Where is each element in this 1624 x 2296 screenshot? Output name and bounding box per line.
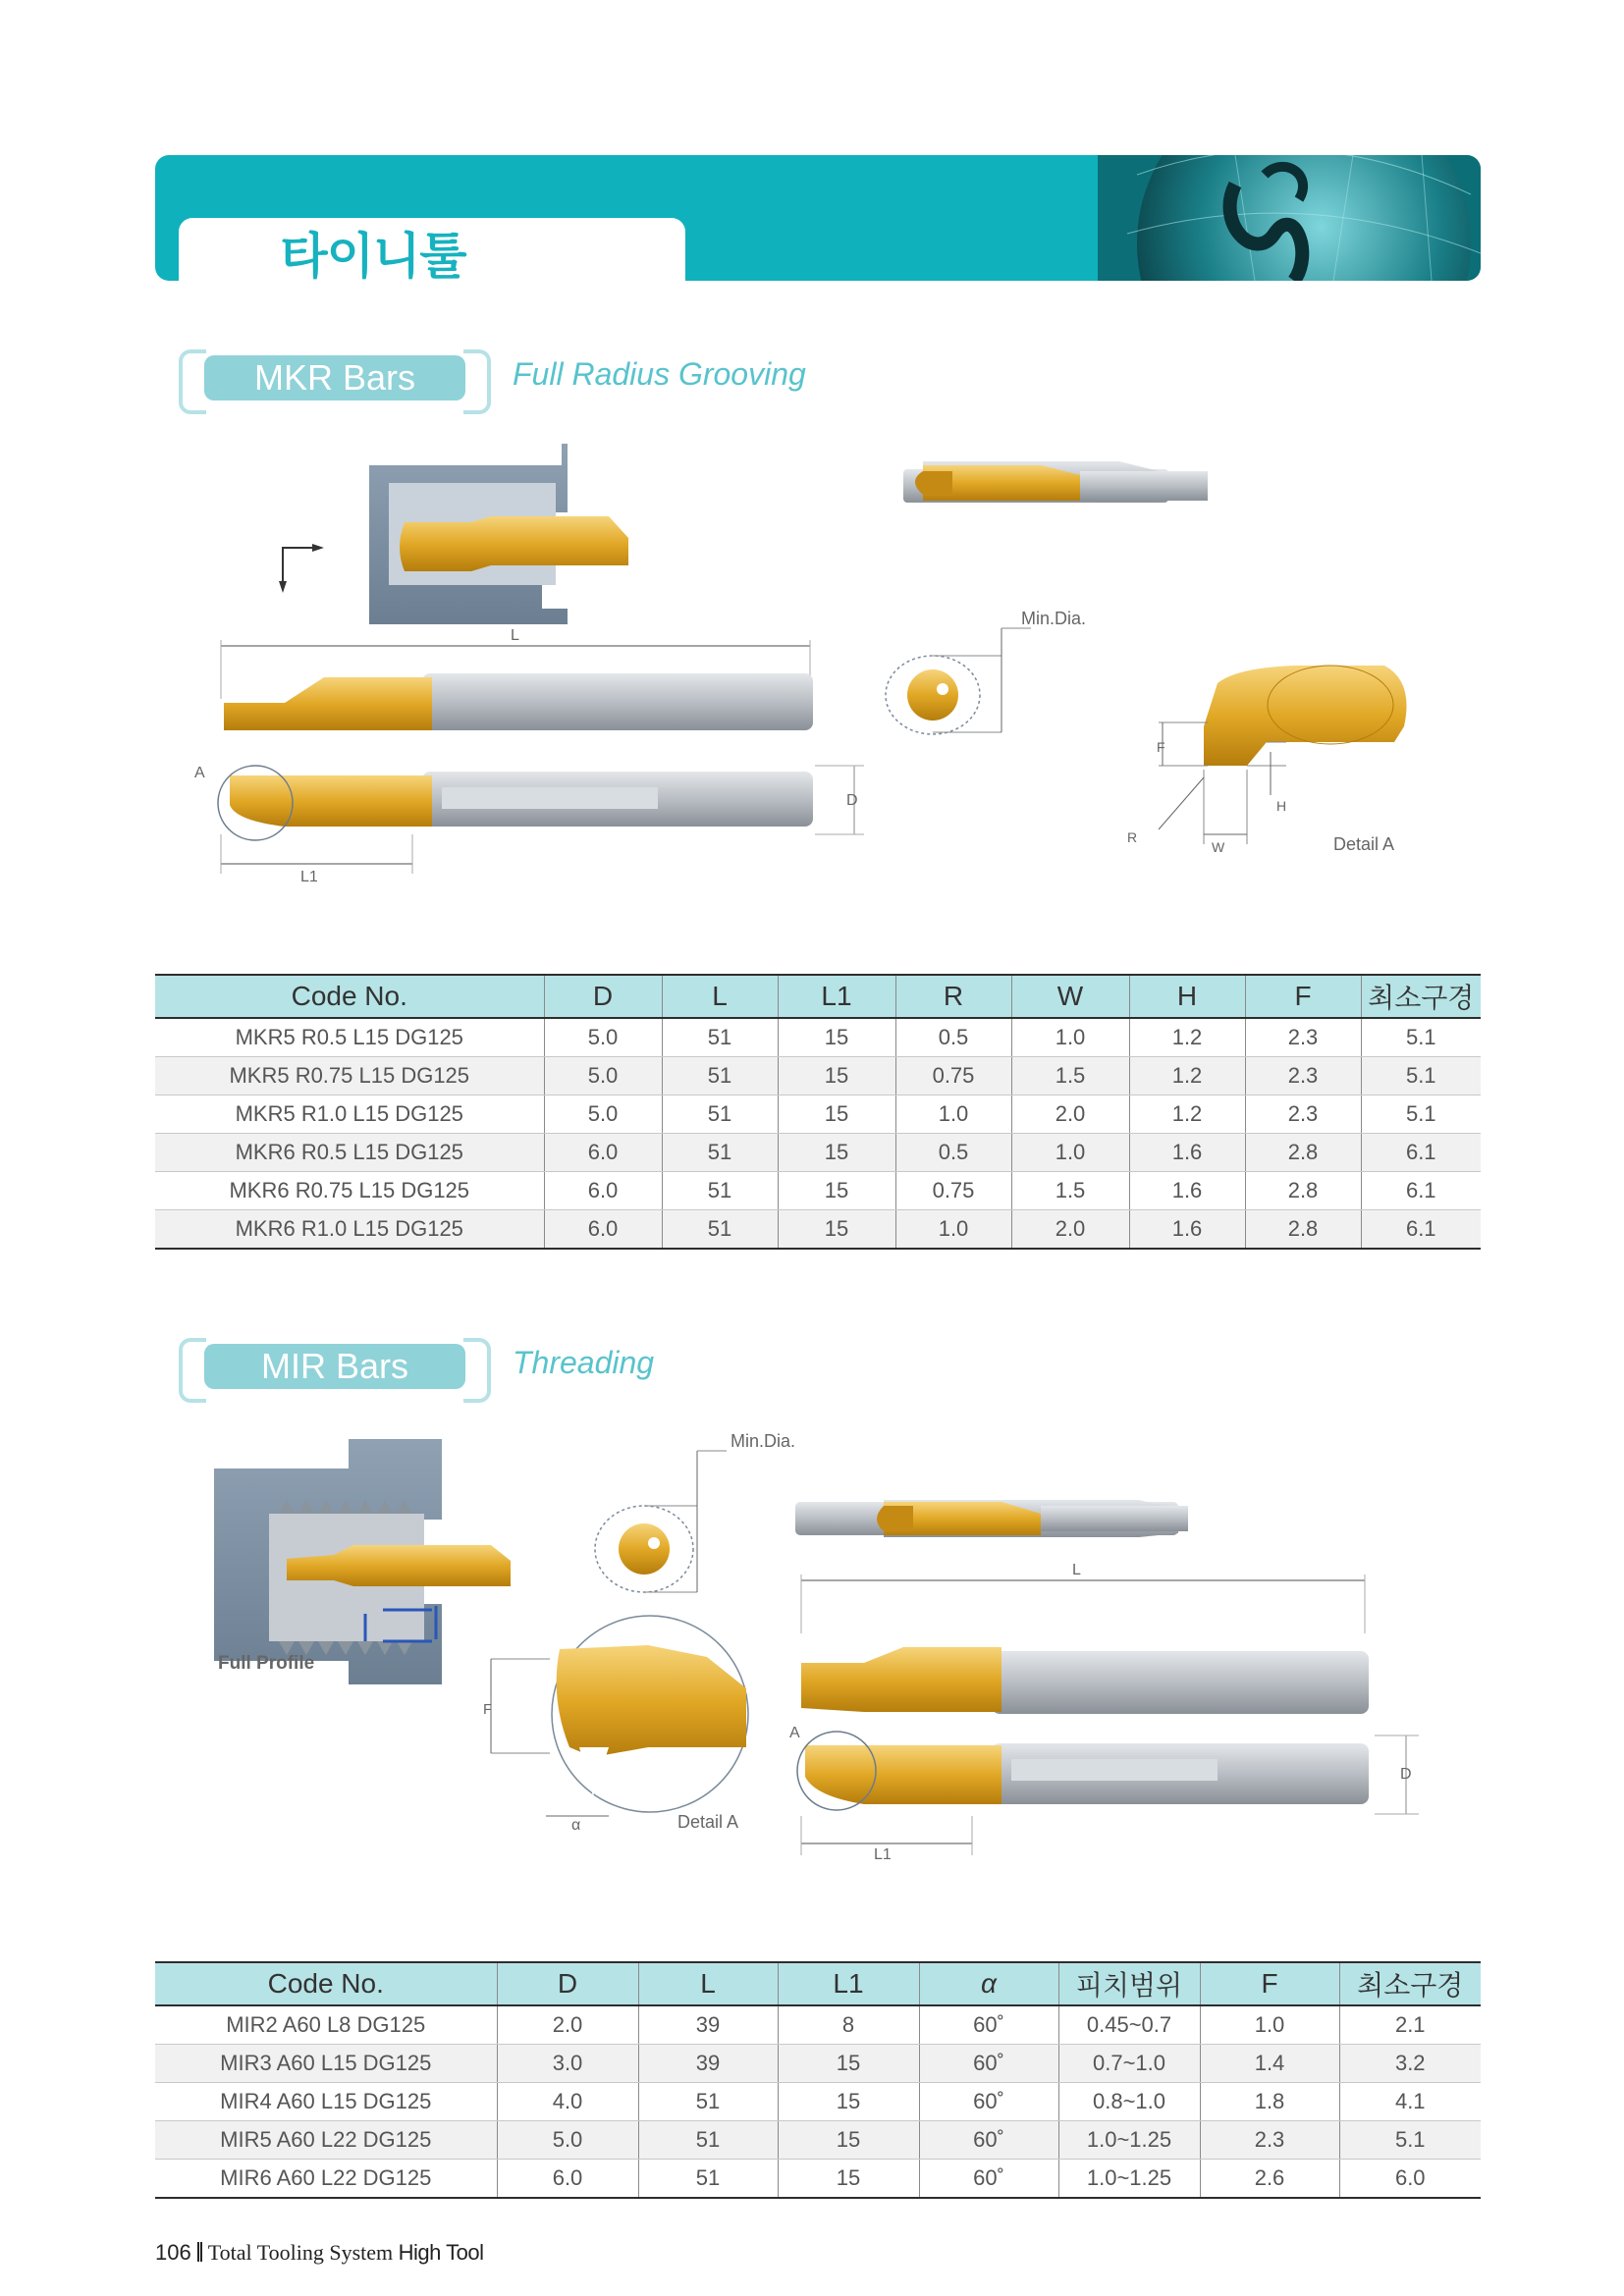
table-row <box>155 1057 1481 1095</box>
value-cell: 1.0 <box>1011 1134 1129 1172</box>
page-title: 타이니툴 <box>280 228 466 285</box>
value-cell: 1.0~1.25 <box>1058 2160 1200 2199</box>
value-cell: 5.0 <box>497 2121 638 2160</box>
value-cell: 1.4 <box>1200 2045 1339 2083</box>
value-cell: 0.8~1.0 <box>1058 2083 1200 2121</box>
value-cell: 5.0 <box>544 1095 662 1134</box>
tool-view-top <box>903 461 1208 503</box>
value-cell: 5.1 <box>1361 1057 1481 1095</box>
value-cell: 1.2 <box>1129 1057 1245 1095</box>
value-cell: 6.0 <box>1339 2160 1481 2199</box>
section-subtitle-mir: Threading <box>513 1345 655 1380</box>
column-header: 최소구경 <box>1339 1962 1481 2005</box>
value-cell: 2.3 <box>1245 1018 1361 1057</box>
section-title-mir: MIR Bars <box>204 1344 465 1389</box>
value-cell: 1.5 <box>1011 1057 1129 1095</box>
value-cell: 51 <box>638 2083 778 2121</box>
mir-spec-table <box>155 1961 1481 2199</box>
value-cell: 2.6 <box>1200 2160 1339 2199</box>
value-cell: 5.1 <box>1361 1018 1481 1057</box>
value-cell: 51 <box>662 1095 778 1134</box>
value-cell: 1.8 <box>1200 2083 1339 2121</box>
mir-tool-side <box>801 1562 1369 1714</box>
value-cell: 6.0 <box>544 1210 662 1250</box>
value-cell: 0.45~0.7 <box>1058 2005 1200 2045</box>
mir-diagram <box>196 1423 1473 1885</box>
table-header-row <box>155 975 1481 1018</box>
value-cell: 15 <box>778 1018 895 1057</box>
table-row <box>155 2005 1481 2045</box>
value-cell: 51 <box>638 2121 778 2160</box>
column-header: Code No. <box>155 975 544 1018</box>
code-cell: MIR6 A60 L22 DG125 <box>155 2160 497 2199</box>
value-cell: 2.8 <box>1245 1210 1361 1250</box>
mkr-spec-table <box>155 974 1481 1250</box>
value-cell: 2.3 <box>1245 1057 1361 1095</box>
value-cell: 15 <box>778 1134 895 1172</box>
value-cell: 3.0 <box>497 2045 638 2083</box>
value-cell: 6.0 <box>544 1172 662 1210</box>
detail-a-mkr <box>1127 666 1407 855</box>
value-cell: 1.0 <box>1200 2005 1339 2045</box>
code-cell: MKR6 R1.0 L15 DG125 <box>155 1210 544 1250</box>
value-cell: 15 <box>778 2045 919 2083</box>
mir-min-dia-view <box>595 1431 795 1592</box>
value-cell: 1.2 <box>1129 1018 1245 1057</box>
value-cell: 3.2 <box>1339 2045 1481 2083</box>
section-pill-mir <box>179 1338 491 1395</box>
value-cell: 15 <box>778 1172 895 1210</box>
value-cell: 60˚ <box>919 2045 1058 2083</box>
value-cell: 1.0 <box>895 1095 1011 1134</box>
tool-view-lower <box>194 765 864 885</box>
value-cell: 5.0 <box>544 1018 662 1057</box>
label-F: F <box>1157 739 1165 755</box>
column-header: F <box>1200 1962 1339 2005</box>
value-cell: 15 <box>778 1057 895 1095</box>
column-header: Code No. <box>155 1962 497 2005</box>
value-cell: 1.6 <box>1129 1210 1245 1250</box>
column-header: L <box>662 975 778 1018</box>
dim-label-L1-mir: L1 <box>874 1846 892 1863</box>
detail-a-mir <box>483 1616 748 1834</box>
column-header: L1 <box>778 975 895 1018</box>
value-cell: 2.1 <box>1339 2005 1481 2045</box>
section-title-mkr: MKR Bars <box>204 355 465 400</box>
value-cell: 6.1 <box>1361 1172 1481 1210</box>
value-cell: 51 <box>662 1018 778 1057</box>
dim-label-D-mir: D <box>1400 1766 1412 1783</box>
table-row <box>155 1134 1481 1172</box>
table-row <box>155 1095 1481 1134</box>
code-cell: MKR6 R0.5 L15 DG125 <box>155 1134 544 1172</box>
table-row <box>155 1172 1481 1210</box>
table-row <box>155 2083 1481 2121</box>
code-cell: MIR4 A60 L15 DG125 <box>155 2083 497 2121</box>
value-cell: 51 <box>638 2160 778 2199</box>
value-cell: 1.0 <box>1011 1018 1129 1057</box>
value-cell: 2.0 <box>497 2005 638 2045</box>
column-header: 최소구경 <box>1361 975 1481 1018</box>
mir-tool-lower <box>789 1725 1419 1863</box>
label-F-mir: F <box>483 1701 493 1718</box>
code-cell: MKR6 R0.75 L15 DG125 <box>155 1172 544 1210</box>
value-cell: 39 <box>638 2005 778 2045</box>
label-A-mir: A <box>789 1725 800 1741</box>
value-cell: 39 <box>638 2045 778 2083</box>
table-row <box>155 1210 1481 1250</box>
value-cell: 15 <box>778 1210 895 1250</box>
value-cell: 0.5 <box>895 1018 1011 1057</box>
value-cell: 5.1 <box>1361 1095 1481 1134</box>
column-header: 피치범위 <box>1058 1962 1200 2005</box>
code-cell: MIR5 A60 L22 DG125 <box>155 2121 497 2160</box>
label-R: R <box>1127 829 1138 845</box>
page-footer <box>155 2240 483 2266</box>
dim-label-L-mir: L <box>1072 1562 1081 1578</box>
value-cell: 51 <box>662 1210 778 1250</box>
value-cell: 15 <box>778 2121 919 2160</box>
code-cell: MKR5 R0.5 L15 DG125 <box>155 1018 544 1057</box>
value-cell: 15 <box>778 2083 919 2121</box>
value-cell: 1.5 <box>1011 1172 1129 1210</box>
column-header: L1 <box>778 1962 919 2005</box>
table-row <box>155 2121 1481 2160</box>
value-cell: 60˚ <box>919 2160 1058 2199</box>
footer-brand: High Tool <box>398 2240 484 2265</box>
dim-label-L1: L1 <box>300 869 318 885</box>
section-subtitle-mkr: Full Radius Grooving <box>513 356 806 392</box>
value-cell: 60˚ <box>919 2005 1058 2045</box>
min-dia-view <box>886 609 1086 734</box>
value-cell: 51 <box>662 1134 778 1172</box>
value-cell: 1.0~1.25 <box>1058 2121 1200 2160</box>
column-header: H <box>1129 975 1245 1018</box>
column-header: R <box>895 975 1011 1018</box>
value-cell: 6.0 <box>544 1134 662 1172</box>
value-cell: 5.0 <box>544 1057 662 1095</box>
value-cell: 51 <box>662 1057 778 1095</box>
label-min-dia-mir: Min.Dia. <box>731 1431 796 1451</box>
table-row <box>155 1018 1481 1057</box>
value-cell: 1.6 <box>1129 1172 1245 1210</box>
tool-view-side <box>221 627 813 730</box>
label-full-profile: Full Profile <box>218 1653 315 1674</box>
value-cell: 0.7~1.0 <box>1058 2045 1200 2083</box>
code-cell: MKR5 R1.0 L15 DG125 <box>155 1095 544 1134</box>
value-cell: 6.1 <box>1361 1210 1481 1250</box>
footer-text: Total Tooling System <box>207 2240 394 2265</box>
label-detail-a-mir: Detail A <box>677 1812 739 1832</box>
value-cell: 4.1 <box>1339 2083 1481 2121</box>
label-detail-a: Detail A <box>1333 834 1395 854</box>
column-header: D <box>544 975 662 1018</box>
label-alpha: α <box>571 1817 581 1834</box>
value-cell: 0.75 <box>895 1057 1011 1095</box>
column-header: α <box>919 1962 1058 2005</box>
value-cell: 1.2 <box>1129 1095 1245 1134</box>
value-cell: 1.0 <box>895 1210 1011 1250</box>
code-cell: MIR2 A60 L8 DG125 <box>155 2005 497 2045</box>
column-header: W <box>1011 975 1129 1018</box>
value-cell: 2.3 <box>1200 2121 1339 2160</box>
value-cell: 5.1 <box>1339 2121 1481 2160</box>
value-cell: 60˚ <box>919 2083 1058 2121</box>
value-cell: 15 <box>778 1095 895 1134</box>
label-H: H <box>1276 798 1287 814</box>
value-cell: 0.5 <box>895 1134 1011 1172</box>
value-cell: 51 <box>662 1172 778 1210</box>
value-cell: 2.0 <box>1011 1210 1129 1250</box>
mir-tool-top <box>795 1500 1188 1537</box>
value-cell: 4.0 <box>497 2083 638 2121</box>
mkr-diagram <box>177 432 1453 913</box>
label-min-dia: Min.Dia. <box>1021 609 1087 628</box>
value-cell: 1.6 <box>1129 1134 1245 1172</box>
value-cell: 60˚ <box>919 2121 1058 2160</box>
value-cell: 15 <box>778 2160 919 2199</box>
value-cell: 8 <box>778 2005 919 2045</box>
value-cell: 2.3 <box>1245 1095 1361 1134</box>
table-row <box>155 2045 1481 2083</box>
threaded-workpiece <box>214 1439 511 1684</box>
label-W: W <box>1212 839 1225 855</box>
code-cell: MKR5 R0.75 L15 DG125 <box>155 1057 544 1095</box>
table-header-row <box>155 1962 1481 2005</box>
column-header: D <box>497 1962 638 2005</box>
value-cell: 0.75 <box>895 1172 1011 1210</box>
dim-label-D: D <box>846 792 858 809</box>
code-cell: MIR3 A60 L15 DG125 <box>155 2045 497 2083</box>
value-cell: 2.8 <box>1245 1172 1361 1210</box>
footer-divider <box>197 2242 202 2262</box>
column-header: F <box>1245 975 1361 1018</box>
workpiece-section <box>279 444 628 624</box>
value-cell: 6.0 <box>497 2160 638 2199</box>
label-A: A <box>194 765 205 781</box>
page-number: 106 <box>155 2240 191 2265</box>
value-cell: 2.8 <box>1245 1134 1361 1172</box>
value-cell: 6.1 <box>1361 1134 1481 1172</box>
table-row <box>155 2160 1481 2199</box>
section-pill-mkr <box>179 349 491 406</box>
column-header: L <box>638 1962 778 2005</box>
dim-label-L: L <box>511 627 519 644</box>
value-cell: 2.0 <box>1011 1095 1129 1134</box>
